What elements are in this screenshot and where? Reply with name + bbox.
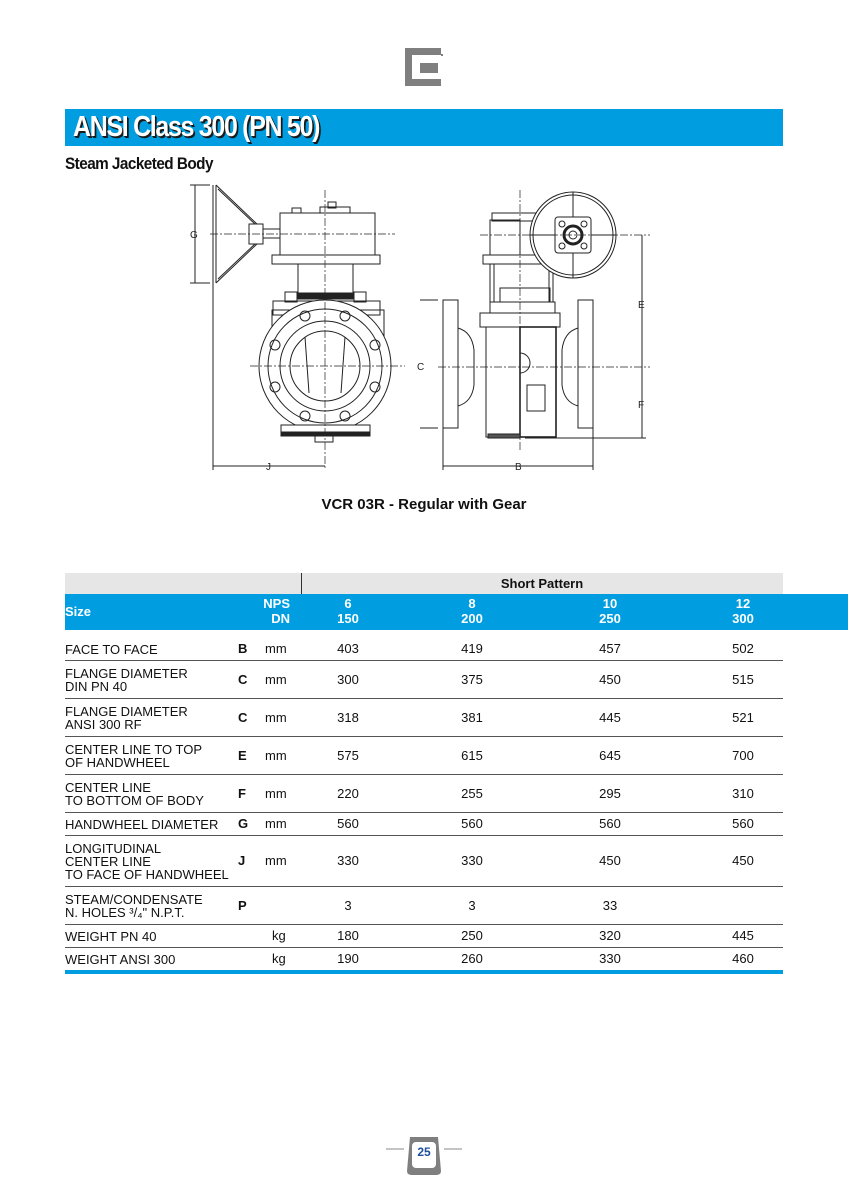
table-cell: 295 [599, 786, 621, 801]
table-cell: 255 [461, 786, 483, 801]
unit: mm [265, 786, 287, 801]
table-body [65, 638, 783, 974]
table-cell: 450 [732, 853, 754, 868]
nps-dn-label: NPS DN [263, 596, 290, 626]
table-cell: 318 [337, 710, 359, 725]
column-header-nps-10: 10 250 [599, 596, 621, 626]
table-cell: 320 [599, 928, 621, 943]
short-pattern-label: Short Pattern [500, 576, 584, 591]
dimension-code: E [238, 748, 247, 763]
table-cell: 560 [461, 816, 483, 831]
table-group-header [65, 573, 783, 594]
dimension-code: P [238, 898, 247, 913]
unit: kg [272, 928, 286, 943]
unit: mm [265, 816, 287, 831]
table-cell: 560 [599, 816, 621, 831]
table-row [65, 836, 783, 887]
table-cell: 220 [337, 786, 359, 801]
row-label: LONGITUDINAL CENTER LINE TO FACE OF HANDWHEEL [65, 841, 229, 882]
table-cell: 450 [599, 853, 621, 868]
table-cell: 502 [732, 641, 754, 656]
dimension-code: B [238, 641, 248, 656]
table-cell: 250 [461, 928, 483, 943]
table-row [65, 699, 783, 737]
unit: mm [265, 853, 287, 868]
table-row [65, 813, 783, 836]
table-cell: 615 [461, 748, 483, 763]
dimension-code: C [238, 672, 248, 687]
row-label: STEAM/CONDENSATE N. HOLES ³/₄" N.P.T. [65, 892, 203, 920]
table-cell: 575 [337, 748, 359, 763]
dim-label-c: C [417, 362, 425, 373]
row-label: WEIGHT PN 40 [65, 929, 157, 944]
page-number: 25 [417, 1145, 431, 1159]
table-cell: 260 [461, 951, 483, 966]
valve-technical-drawing [180, 180, 660, 480]
table-cell: 3 [468, 898, 476, 913]
table-cell: 330 [599, 951, 621, 966]
drawing-caption: VCR 03R - Regular with Gear [321, 496, 527, 513]
dim-label-f: F [638, 400, 645, 411]
table-cell: 521 [732, 710, 754, 725]
table-cell: 381 [461, 710, 483, 725]
row-label: HANDWHEEL DIAMETER [65, 817, 219, 832]
company-logo-icon [405, 48, 443, 86]
dimension-code: J [238, 853, 246, 868]
row-label: CENTER LINE TO BOTTOM OF BODY [65, 780, 204, 808]
unit: mm [265, 710, 287, 725]
page-footer [386, 1135, 462, 1177]
column-header-nps-8: 8 200 [461, 596, 483, 626]
table-cell: 419 [461, 641, 483, 656]
table-row [65, 775, 783, 813]
title-banner [65, 109, 783, 146]
table-cell: 515 [732, 672, 754, 687]
table-row [65, 737, 783, 775]
table-cell: 190 [337, 951, 359, 966]
table-size-header [65, 594, 848, 630]
table-row [65, 661, 783, 699]
table-cell: 645 [599, 748, 621, 763]
column-header-nps-12: 12 300 [732, 596, 754, 626]
table-cell: 700 [732, 748, 754, 763]
table-cell: 460 [732, 951, 754, 966]
dimensions-table [65, 573, 783, 974]
table-row [65, 925, 783, 948]
row-label: WEIGHT ANSI 300 [65, 952, 176, 967]
unit: mm [265, 748, 287, 763]
dimension-code: C [238, 710, 248, 725]
table-row [65, 948, 783, 974]
table-cell: 300 [337, 672, 359, 687]
table-cell: 375 [461, 672, 483, 687]
dim-label-j: J [266, 462, 271, 473]
dim-label-b: B [515, 462, 522, 473]
table-cell: 180 [337, 928, 359, 943]
size-label: Size [65, 604, 92, 619]
column-header-nps-6: 6 150 [337, 596, 359, 626]
dim-label-g: G [190, 230, 198, 241]
front-view-drawing [190, 185, 405, 473]
dim-label-e: E [638, 300, 645, 311]
side-view-drawing [417, 190, 650, 473]
row-label: FLANGE DIAMETER ANSI 300 RF [65, 704, 188, 732]
section-subtitle: Steam Jacketed Body [65, 154, 213, 173]
unit: kg [272, 951, 286, 966]
unit: mm [265, 641, 287, 656]
row-label: FLANGE DIAMETER DIN PN 40 [65, 666, 188, 694]
table-cell: 3 [344, 898, 352, 913]
row-label: FACE TO FACE [65, 642, 158, 657]
table-cell: 403 [337, 641, 359, 656]
table-cell: 445 [599, 710, 621, 725]
table-cell: 560 [732, 816, 754, 831]
page-title: ANSI Class 300 (PN 50) [73, 111, 320, 143]
table-cell: 310 [732, 786, 754, 801]
row-label: CENTER LINE TO TOP OF HANDWHEEL [65, 742, 203, 770]
table-cell: 330 [461, 853, 483, 868]
unit: mm [265, 672, 287, 687]
table-cell: 445 [732, 928, 754, 943]
table-cell: 330 [337, 853, 359, 868]
dimension-code: F [238, 786, 246, 801]
table-cell: 457 [599, 641, 621, 656]
table-cell: 450 [599, 672, 621, 687]
dimension-code: G [238, 816, 249, 831]
table-cell: 560 [337, 816, 359, 831]
table-row [65, 887, 783, 925]
table-cell: 33 [602, 898, 618, 913]
table-row [65, 638, 783, 661]
